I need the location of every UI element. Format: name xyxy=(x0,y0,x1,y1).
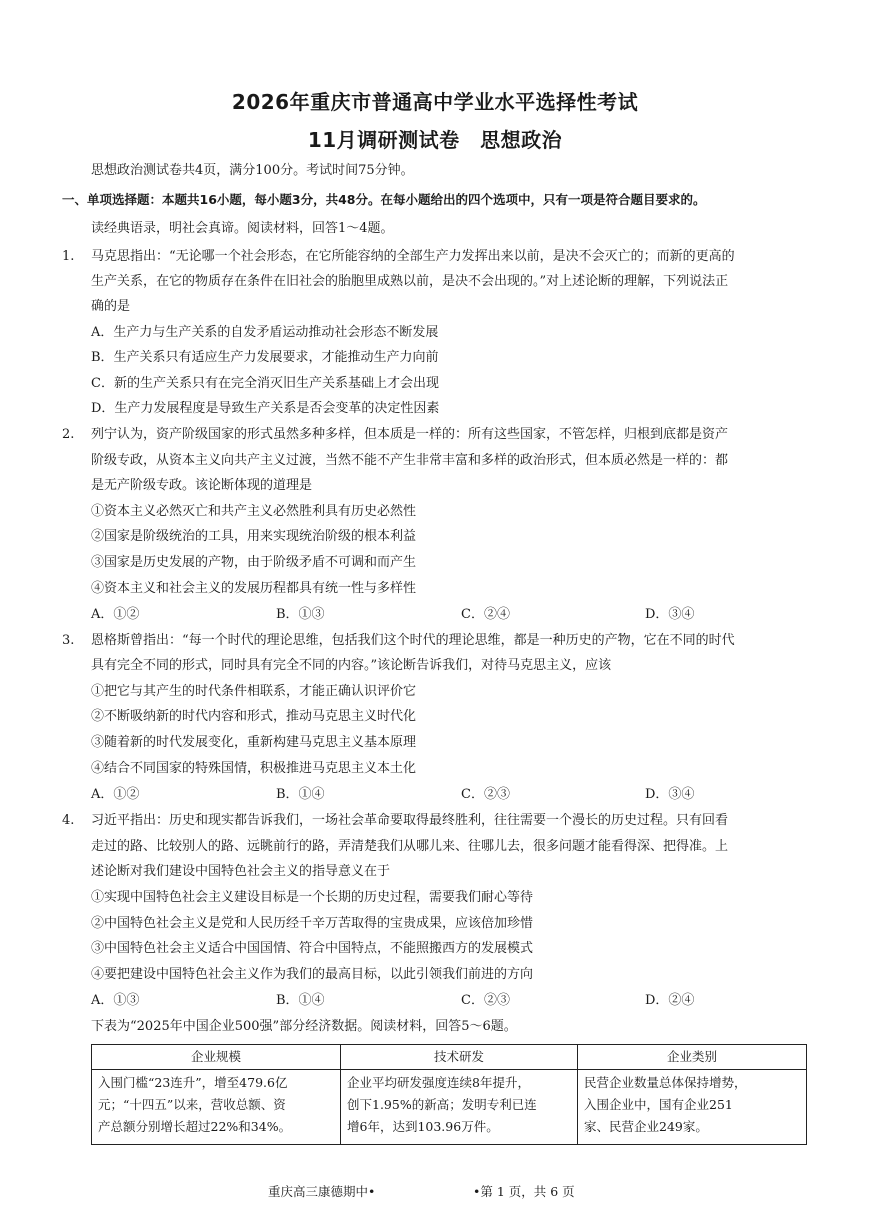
table-row xyxy=(92,1070,807,1145)
statement-item: ③随着新的时代发展变化，重新构建马克思主义基本原理 xyxy=(91,735,417,750)
choice-c: C．②③ xyxy=(461,787,510,802)
cell-line: 元；“十四五”以来，营收总额、资 xyxy=(98,1097,286,1112)
option-a: A．生产力与生产关系的自发矛盾运动推动社会形态不断发展 xyxy=(91,325,439,340)
cell-line: 创下1.95%的新高；发明专利已连 xyxy=(347,1097,537,1112)
question-stem: 走过的路、比较别人的路、远眺前行的路，弄清楚我们从哪儿来、往哪儿去，很多问题才能看得深、把得准。上 xyxy=(91,839,729,854)
exam-title: 2026年重庆市普通高中学业水平选择性考试 xyxy=(231,90,639,114)
question-number: 4. xyxy=(62,813,75,828)
question-stem: 确的是 xyxy=(91,299,131,314)
question-stem: 生产关系，在它的物质存在条件在旧社会的胎胞里成熟以前，是决不会出现的。”对上述论断的理解，下列说法正 xyxy=(91,274,729,289)
cell-line: 入围企业中，国有企业251 xyxy=(584,1097,733,1112)
question-number: 3. xyxy=(62,633,75,648)
table-cell xyxy=(92,1070,341,1145)
section-lead: 读经典语录，明社会真谛。阅读材料，回答1～4题。 xyxy=(91,221,394,236)
choice-d: D．③④ xyxy=(645,607,695,622)
cell-line: 家、民营企业249家。 xyxy=(584,1119,708,1134)
choice-d: D．②④ xyxy=(645,993,695,1008)
choice-a: A．①② xyxy=(91,607,140,622)
question-stem: 阶级专政，从资本主义向共产主义过渡，当然不能不产生非常丰富和多样的政治形式，但本质必然是一样的：都 xyxy=(91,453,729,468)
statement-item: ①资本主义必然灭亡和共产主义必然胜利具有历史必然性 xyxy=(91,504,417,519)
table-cell xyxy=(578,1070,807,1145)
statement-item: ④资本主义和社会主义的发展历程都具有统一性与多样性 xyxy=(91,581,417,596)
cell-line: 产总额分别增长超过22%和34%。 xyxy=(98,1119,292,1134)
question-number: 2. xyxy=(62,427,75,442)
choice-a: A．①③ xyxy=(91,993,140,1008)
statement-item: ①把它与其产生的时代条件相联系，才能正确认识评价它 xyxy=(91,684,417,699)
statement-item: ②国家是阶级统治的工具，用来实现统治阶级的根本利益 xyxy=(91,529,417,544)
column-header: 企业规模 xyxy=(92,1045,341,1070)
footer-page-number: •第 1 页，共 6 页 xyxy=(473,1184,575,1199)
section-heading: 一、单项选择题：本题共16小题，每小题3分，共48分。在每小题给出的四个选项中，只有一项是符合题目要求的。 xyxy=(62,192,706,207)
exam-subtitle: 11月调研测试卷 思想政治 xyxy=(307,128,563,152)
choice-d: D．③④ xyxy=(645,787,695,802)
statement-item: ②不断吸纳新的时代内容和形式，推动马克思主义时代化 xyxy=(91,709,417,724)
cell-line: 企业平均研发强度连续8年提升， xyxy=(347,1075,530,1090)
column-header: 技术研发 xyxy=(341,1045,578,1070)
footer-source: 重庆高三康德期中• xyxy=(268,1184,376,1199)
column-header: 企业类别 xyxy=(578,1045,807,1070)
choice-c: C．②④ xyxy=(461,607,510,622)
choice-b: B．①④ xyxy=(276,993,325,1008)
statement-item: ③中国特色社会主义适合中国国情、符合中国特点，不能照搬西方的发展模式 xyxy=(91,941,534,956)
question-stem: 述论断对我们建设中国特色社会主义的指导意义在于 xyxy=(91,864,391,879)
choice-b: B．①③ xyxy=(276,607,325,622)
question-stem: 是无产阶级专政。该论断体现的道理是 xyxy=(91,478,313,493)
statement-item: ④结合不同国家的特殊国情，积极推进马克思主义本土化 xyxy=(91,761,417,776)
question-stem: 具有完全不同的形式，同时具有完全不同的内容。”该论断告诉我们，对待马克思主义，应该 xyxy=(91,658,612,673)
exam-intro: 思想政治测试卷共4页，满分100分。考试时间75分钟。 xyxy=(91,163,414,178)
choice-c: C．②③ xyxy=(461,993,510,1008)
question-stem: 恩格斯曾指出：“每一个时代的理论思维，包括我们这个时代的理论思维，都是一种历史的产物，它在不同的时代 xyxy=(91,633,735,648)
statement-item: ④要把建设中国特色社会主义作为我们的最高目标，以此引领我们前进的方向 xyxy=(91,967,534,982)
option-c: C．新的生产关系只有在完全消灭旧生产关系基础上才会出现 xyxy=(91,376,439,391)
cell-line: 入围门槛“23连升”，增至479.6亿 xyxy=(98,1075,288,1090)
question-stem: 列宁认为，资产阶级国家的形式虽然多种多样，但本质是一样的：所有这些国家，不管怎样，归根到底都是资产 xyxy=(91,427,729,442)
statement-item: ②中国特色社会主义是党和人民历经千辛万苦取得的宝贵成果，应该倍加珍惜 xyxy=(91,916,534,931)
statement-item: ①实现中国特色社会主义建设目标是一个长期的历史过程，需要我们耐心等待 xyxy=(91,890,534,905)
question-stem: 习近平指出：历史和现实都告诉我们，一场社会革命要取得最终胜利，往往需要一个漫长的历史过程。只有回看 xyxy=(91,813,729,828)
question-stem: 马克思指出：“无论哪一个社会形态，在它所能容纳的全部生产力发挥出来以前，是决不会灭亡的；而新的更高的 xyxy=(91,249,735,264)
option-b: B．生产关系只有适应生产力发展要求，才能推动生产力向前 xyxy=(91,350,439,365)
question-number: 1. xyxy=(62,249,75,264)
cell-line: 民营企业数量总体保持增势， xyxy=(584,1075,747,1090)
enterprise-data-table xyxy=(91,1044,807,1145)
table-header-row xyxy=(92,1045,807,1070)
statement-item: ③国家是历史发展的产物，由于阶级矛盾不可调和而产生 xyxy=(91,555,417,570)
choice-b: B．①④ xyxy=(276,787,325,802)
table-cell xyxy=(341,1070,578,1145)
choice-a: A．①② xyxy=(91,787,140,802)
cell-line: 增6年，达到103.96万件。 xyxy=(347,1119,499,1134)
option-d: D．生产力发展程度是导致生产关系是否会变革的决定性因素 xyxy=(91,401,440,416)
table-intro: 下表为“2025年中国企业500强”部分经济数据。阅读材料，回答5～6题。 xyxy=(91,1019,517,1034)
